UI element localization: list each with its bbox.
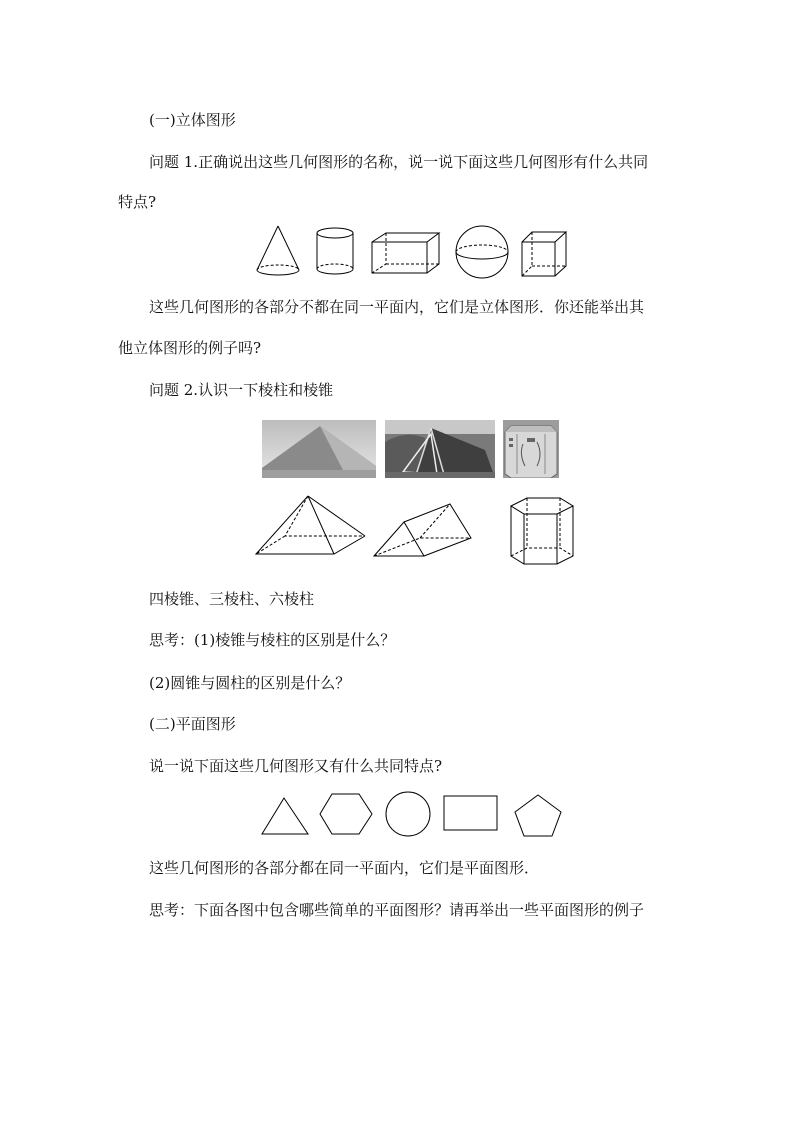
hexagon-icon [320, 794, 372, 834]
cylinder-icon [317, 228, 353, 274]
hexagonal-prism-diagram [511, 498, 573, 564]
pentagon-icon [515, 795, 561, 836]
hexagonal-box-photo [503, 420, 559, 478]
triangular-prism-diagram [374, 504, 471, 556]
tent-photo [385, 420, 495, 478]
rectangle-icon [444, 796, 497, 830]
cone-icon [257, 226, 299, 275]
square-pyramid-diagram [256, 496, 365, 554]
prism-names: 四棱锥、三棱柱、六棱柱 [149, 590, 315, 608]
question-1-line-2: 特点? [118, 193, 157, 211]
circle-icon [386, 792, 430, 836]
plane-figures-heading: (二)平面图形 [149, 715, 236, 733]
solid-figures-heading: (一)立体图形 [149, 111, 236, 129]
solid-desc-line-2: 他立体图形的例子吗? [118, 339, 262, 357]
question-1-line-1: 问题 1.正确说出这些几何图形的名称，说一说下面这些几何图形有什么共同 [149, 153, 649, 171]
triangle-icon [262, 798, 308, 834]
prism-diagrams-row [252, 490, 577, 570]
cube-icon [522, 232, 566, 276]
pyramid-photo [262, 420, 376, 478]
plane-question: 说一说下面这些几何图形又有什么共同特点? [149, 757, 443, 775]
solid-shapes-row [250, 224, 580, 280]
sphere-icon [456, 226, 508, 278]
think-3: 思考：下面各图中包含哪些简单的平面图形？请再举出一些平面图形的例子 [149, 901, 645, 919]
think-1: 思考：(1)棱锥与棱柱的区别是什么？ [149, 631, 396, 649]
think-2: (2)圆锥与圆柱的区别是什么？ [149, 674, 351, 692]
solid-desc-line-1: 这些几何图形的各部分不都在同一平面内，它们是立体图形．你还能举出其 [149, 298, 645, 316]
plane-shapes-row [258, 790, 564, 840]
question-2: 问题 2.认识一下棱柱和棱锥 [149, 381, 334, 399]
plane-desc: 这些几何图形的各部分都在同一平面内，它们是平面图形． [149, 859, 540, 877]
cuboid-icon [372, 233, 439, 273]
